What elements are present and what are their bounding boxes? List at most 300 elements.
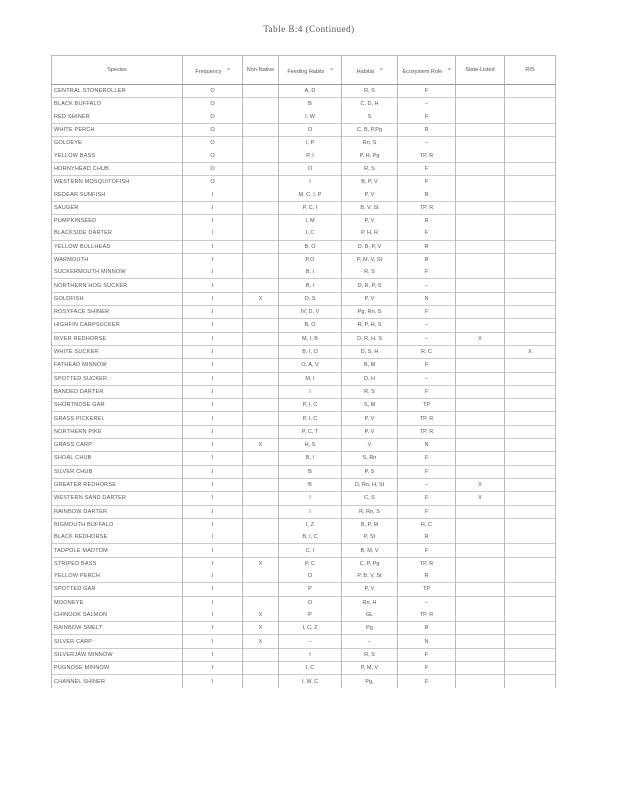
cell-habitat: Pg [342, 622, 398, 635]
cell-state-listed [456, 227, 505, 240]
cell-frequency: I [183, 385, 243, 398]
cell-ecosystem-role: F [398, 648, 456, 661]
cell-non-native [243, 214, 279, 227]
cell-ris [505, 266, 556, 279]
cell-state-listed [456, 583, 505, 596]
cell-ris [505, 292, 556, 305]
cell-habitat: D, Rn, H, St [342, 478, 398, 491]
cell-frequency: O [183, 123, 243, 136]
cell-species: YELLOW BASS [52, 149, 183, 162]
cell-ecosystem-role: N [398, 439, 456, 452]
cell-ris [505, 123, 556, 136]
cell-species: WESTERN MOSQUITOFISH [52, 176, 183, 189]
cell-feeding-habits: I, M [279, 214, 342, 227]
cell-species: YELLOW BULLHEAD [52, 240, 183, 253]
cell-species: SHORTNOSE GAR [52, 399, 183, 412]
cell-frequency: I [183, 439, 243, 452]
cell-state-listed [456, 214, 505, 227]
cell-species: NORTHERN PIKE [52, 425, 183, 438]
cell-habitat: V [342, 439, 398, 452]
cell-species: WHITE SUCKER [52, 345, 183, 358]
cell-ecosystem-role: TP, R [398, 201, 456, 214]
cell-ris [505, 98, 556, 111]
cell-frequency: I [183, 345, 243, 358]
cell-non-native [243, 583, 279, 596]
header-habitat: Habitat$^a$ [342, 56, 398, 85]
cell-species: BLACK REDHORSE [52, 531, 183, 544]
table-row [52, 648, 556, 661]
cell-ris [505, 85, 556, 98]
cell-frequency: I [183, 544, 243, 557]
cell-feeding-habits: – [279, 635, 342, 648]
cell-ris [505, 609, 556, 622]
cell-frequency: I [183, 452, 243, 465]
cell-state-listed [456, 662, 505, 675]
table-row [52, 635, 556, 648]
table-row [52, 123, 556, 136]
cell-non-native [243, 137, 279, 150]
cell-ris [505, 412, 556, 425]
cell-state-listed [456, 570, 505, 583]
cell-ris [505, 622, 556, 635]
cell-non-native [243, 505, 279, 518]
cell-non-native [243, 227, 279, 240]
cell-ecosystem-role: F [398, 227, 456, 240]
table-row [52, 478, 556, 491]
table-row [52, 137, 556, 150]
cell-ecosystem-role: F [398, 176, 456, 189]
cell-frequency: I [183, 518, 243, 531]
table-row [52, 425, 556, 438]
cell-non-native [243, 452, 279, 465]
cell-ecosystem-role: R [398, 253, 456, 266]
cell-habitat: Pg, Rn, S [342, 306, 398, 319]
cell-non-native [243, 359, 279, 372]
cell-habitat: R, Rn, S [342, 505, 398, 518]
cell-frequency: I [183, 425, 243, 438]
cell-habitat: P, M, V [342, 662, 398, 675]
cell-ecosystem-role: F [398, 385, 456, 398]
cell-feeding-habits: P [279, 583, 342, 596]
cell-species: GRASS PICKEREL [52, 412, 183, 425]
cell-species: GREATER REDHORSE [52, 478, 183, 491]
cell-frequency: I [183, 188, 243, 201]
cell-species: WESTERN SAND DARTER [52, 492, 183, 505]
cell-state-listed [456, 425, 505, 438]
cell-species: SILVER CARP [52, 635, 183, 648]
cell-species: BIGMOUTH BUFFALO [52, 518, 183, 531]
cell-non-native [243, 149, 279, 162]
cell-state-listed [456, 399, 505, 412]
cell-ecosystem-role: – [398, 372, 456, 385]
cell-feeding-habits: B, O [279, 319, 342, 332]
cell-species: GOLDEYE [52, 137, 183, 150]
cell-habitat: D, B, P, V [342, 240, 398, 253]
cell-ris [505, 188, 556, 201]
cell-species: SILVERJAW MINNOW [52, 648, 183, 661]
cell-frequency: I [183, 399, 243, 412]
cell-non-native [243, 478, 279, 491]
cell-frequency: I [183, 227, 243, 240]
cell-frequency: I [183, 478, 243, 491]
cell-state-listed [456, 85, 505, 98]
cell-species: HORNYHEAD CHUB [52, 162, 183, 175]
cell-non-native [243, 372, 279, 385]
cell-frequency: I [183, 622, 243, 635]
cell-ris [505, 478, 556, 491]
cell-habitat: P, H, Pg [342, 149, 398, 162]
table-row [52, 253, 556, 266]
table-row [52, 662, 556, 675]
table-row [52, 162, 556, 175]
cell-species: SPOTTED SUCKER [52, 372, 183, 385]
cell-state-listed [456, 439, 505, 452]
cell-feeding-habits: M, C, I, P [279, 188, 342, 201]
table-row [52, 306, 556, 319]
cell-non-native [243, 596, 279, 609]
cell-feeding-habits: B, I, O [279, 345, 342, 358]
table-row [52, 176, 556, 189]
cell-species: SHOAL CHUB [52, 452, 183, 465]
cell-ecosystem-role: F [398, 492, 456, 505]
cell-non-native [243, 98, 279, 111]
header-species: Species [52, 56, 183, 85]
cell-frequency: I [183, 332, 243, 345]
cell-species: BLACKSIDE DARTER [52, 227, 183, 240]
cell-species: RAINBOW DARTER [52, 505, 183, 518]
cell-frequency: I [183, 240, 243, 253]
cell-ris: X [505, 345, 556, 358]
cell-ecosystem-role: N [398, 292, 456, 305]
cell-feeding-habits: P, I, C [279, 412, 342, 425]
cell-ris [505, 279, 556, 292]
cell-ris [505, 359, 556, 372]
cell-habitat: C, D, H [342, 98, 398, 111]
table-row [52, 111, 556, 124]
cell-ecosystem-role: R [398, 214, 456, 227]
species-table [51, 55, 556, 688]
cell-feeding-habits: B, I [279, 266, 342, 279]
header-frequency: Frequency$^a$ [183, 56, 243, 85]
table-row [52, 439, 556, 452]
cell-species: WHITE PERCH [52, 123, 183, 136]
cell-habitat: P, V [342, 214, 398, 227]
cell-habitat: P, S [342, 465, 398, 478]
cell-species: RIVER REDHORSE [52, 332, 183, 345]
cell-state-listed [456, 201, 505, 214]
cell-species: REDEAR SUNFISH [52, 188, 183, 201]
cell-ecosystem-role: TP [398, 583, 456, 596]
cell-feeding-habits: I, W [279, 111, 342, 124]
cell-feeding-habits: P [279, 609, 342, 622]
cell-state-listed [456, 557, 505, 570]
cell-ris [505, 662, 556, 675]
cell-non-native [243, 662, 279, 675]
cell-species: RED SHINER [52, 111, 183, 124]
cell-non-native [243, 425, 279, 438]
cell-frequency: O [183, 85, 243, 98]
cell-ris [505, 137, 556, 150]
cell-ecosystem-role: – [398, 478, 456, 491]
cell-feeding-habits: P, C, T [279, 425, 342, 438]
cell-non-native [243, 465, 279, 478]
cell-non-native [243, 544, 279, 557]
table-row [52, 544, 556, 557]
cell-frequency: O [183, 137, 243, 150]
cell-ecosystem-role: – [398, 332, 456, 345]
cell-non-native [243, 253, 279, 266]
cell-habitat: P, B, V, St [342, 570, 398, 583]
cell-feeding-habits: H, S [279, 439, 342, 452]
cell-feeding-habits: B [279, 465, 342, 478]
cell-non-native [243, 266, 279, 279]
cell-state-listed [456, 137, 505, 150]
table-row [52, 319, 556, 332]
cell-frequency: I [183, 214, 243, 227]
table-row [52, 531, 556, 544]
cell-species: PUMPKINSEED [52, 214, 183, 227]
table-row [52, 372, 556, 385]
cell-frequency: I [183, 266, 243, 279]
cell-feeding-habits: P, C [279, 557, 342, 570]
cell-ecosystem-role: F [398, 452, 456, 465]
cell-feeding-habits: P, I, C [279, 399, 342, 412]
cell-non-native [243, 85, 279, 98]
cell-ris [505, 505, 556, 518]
cell-habitat: R, P, H, S [342, 319, 398, 332]
cell-state-listed [456, 253, 505, 266]
cell-habitat: C, S [342, 492, 398, 505]
cell-ris [505, 319, 556, 332]
cell-frequency: I [183, 372, 243, 385]
cell-state-listed [456, 279, 505, 292]
cell-species: SILVER CHUB [52, 465, 183, 478]
cell-state-listed: X [456, 332, 505, 345]
cell-habitat: P, St [342, 531, 398, 544]
cell-feeding-habits: O [279, 123, 342, 136]
cell-state-listed [456, 385, 505, 398]
cell-ris [505, 372, 556, 385]
cell-non-native [243, 399, 279, 412]
cell-habitat: D, R, P, S [342, 279, 398, 292]
cell-ecosystem-role: F [398, 306, 456, 319]
cell-state-listed [456, 622, 505, 635]
cell-feeding-habits: I [279, 176, 342, 189]
cell-frequency: O [183, 98, 243, 111]
table-row [52, 279, 556, 292]
cell-state-listed [456, 452, 505, 465]
cell-habitat: P, V [342, 583, 398, 596]
cell-feeding-habits: I [279, 505, 342, 518]
cell-frequency: O [183, 176, 243, 189]
cell-habitat: B, M, V [342, 544, 398, 557]
cell-frequency: I [183, 359, 243, 372]
cell-state-listed [456, 412, 505, 425]
cell-species: MOONEYE [52, 596, 183, 609]
cell-ecosystem-role: F [398, 162, 456, 175]
cell-feeding-habits: B, I, C [279, 531, 342, 544]
header-state-listed: State-Listed [456, 56, 505, 85]
cell-habitat: D, H [342, 372, 398, 385]
cell-non-native: X [243, 557, 279, 570]
cell-ecosystem-role: R [398, 240, 456, 253]
cell-ris [505, 111, 556, 124]
header-ecosystem-role: Ecosystem Role$^a$ [398, 56, 456, 85]
cell-state-listed [456, 176, 505, 189]
table-row [52, 345, 556, 358]
cell-ecosystem-role: TP [398, 399, 456, 412]
cell-ecosystem-role: F [398, 111, 456, 124]
cell-ecosystem-role: N [398, 635, 456, 648]
cell-state-listed [456, 609, 505, 622]
table-row [52, 596, 556, 609]
cell-frequency: I [183, 583, 243, 596]
cell-feeding-habits: C, I [279, 544, 342, 557]
cell-habitat: S, M [342, 399, 398, 412]
cell-habitat: S [342, 111, 398, 124]
cell-species: SUCKERMOUTH MINNOW [52, 266, 183, 279]
cell-non-native [243, 240, 279, 253]
cell-state-listed [456, 98, 505, 111]
cell-non-native [243, 162, 279, 175]
cell-ris [505, 583, 556, 596]
cell-species: PUGNOSE MINNOW [52, 662, 183, 675]
table-row [52, 85, 556, 98]
cell-ris [505, 635, 556, 648]
cell-ris [505, 176, 556, 189]
cell-state-listed [456, 292, 505, 305]
cell-feeding-habits: I [279, 648, 342, 661]
cell-non-native [243, 201, 279, 214]
cell-state-listed [456, 162, 505, 175]
cell-habitat: P, H, R [342, 227, 398, 240]
cell-species: RAINBOW SMELT [52, 622, 183, 635]
cell-ecosystem-role: TP, R [398, 149, 456, 162]
cell-non-native: X [243, 622, 279, 635]
cell-frequency: I [183, 201, 243, 214]
cell-non-native: X [243, 635, 279, 648]
cell-state-listed [456, 635, 505, 648]
cell-habitat: Rn, H [342, 596, 398, 609]
cell-frequency: I [183, 557, 243, 570]
cell-state-listed [456, 306, 505, 319]
cell-habitat: R, S [342, 648, 398, 661]
cell-ecosystem-role: TP, R [398, 557, 456, 570]
table-row [52, 214, 556, 227]
cell-ris [505, 439, 556, 452]
cell-non-native [243, 306, 279, 319]
cell-species: SAUGER [52, 201, 183, 214]
cell-species: BANDED DARTER [52, 385, 183, 398]
cell-state-listed [456, 266, 505, 279]
cell-ris [505, 570, 556, 583]
cell-ris [505, 492, 556, 505]
cell-feeding-habits: IV, D, V [279, 306, 342, 319]
cell-ecosystem-role: R [398, 622, 456, 635]
cell-ecosystem-role: – [398, 319, 456, 332]
cell-non-native [243, 492, 279, 505]
cell-species: BLACK BUFFALO [52, 98, 183, 111]
cell-ris [505, 518, 556, 531]
cell-frequency: I [183, 662, 243, 675]
cell-non-native [243, 332, 279, 345]
table-row [52, 452, 556, 465]
cell-non-native: X [243, 439, 279, 452]
cell-frequency: I [183, 635, 243, 648]
cell-feeding-habits: M, I [279, 372, 342, 385]
cell-ecosystem-role: F [398, 544, 456, 557]
cell-ecosystem-role: TP, R [398, 412, 456, 425]
cell-ecosystem-role: F [398, 85, 456, 98]
table-row [52, 570, 556, 583]
cell-non-native [243, 111, 279, 124]
cell-ecosystem-role: R, C [398, 345, 456, 358]
cell-ecosystem-role: R, C [398, 518, 456, 531]
cell-ris [505, 385, 556, 398]
cell-frequency: I [183, 292, 243, 305]
cell-ris [505, 214, 556, 227]
cell-ecosystem-role: F [398, 266, 456, 279]
cell-state-listed: X [456, 478, 505, 491]
cell-species: CENTRAL STONEROLLER [52, 85, 183, 98]
cell-ris [505, 149, 556, 162]
cell-habitat: C, P, Pg [342, 557, 398, 570]
cell-state-listed [456, 465, 505, 478]
table-row [52, 609, 556, 622]
cell-habitat: P, V [342, 292, 398, 305]
cell-feeding-habits: B, I [279, 279, 342, 292]
table-row [52, 332, 556, 345]
cell-frequency: O [183, 162, 243, 175]
cell-species: STRIPED BASS [52, 557, 183, 570]
cell-ecosystem-role: – [398, 279, 456, 292]
cell-ris [505, 253, 556, 266]
table-row [52, 583, 556, 596]
cell-ecosystem-role: F [398, 505, 456, 518]
cell-habitat: B, P, M [342, 518, 398, 531]
cell-non-native [243, 675, 279, 688]
cell-non-native [243, 412, 279, 425]
cell-frequency: I [183, 570, 243, 583]
table-row [52, 292, 556, 305]
table-row [52, 359, 556, 372]
cell-feeding-habits: O, A, V [279, 359, 342, 372]
cell-feeding-habits: O, S [279, 292, 342, 305]
cell-species: WARMOUTH [52, 253, 183, 266]
cell-species: NORTHERN HOG SUCKER [52, 279, 183, 292]
cell-frequency: I [183, 319, 243, 332]
table-row [52, 385, 556, 398]
cell-feeding-habits: M, I, B [279, 332, 342, 345]
cell-species: YELLOW PERCH [52, 570, 183, 583]
cell-feeding-habits: I [279, 385, 342, 398]
cell-ecosystem-role: R [398, 188, 456, 201]
cell-non-native [243, 319, 279, 332]
cell-state-listed [456, 149, 505, 162]
cell-non-native [243, 531, 279, 544]
cell-feeding-habits: I, Z [279, 518, 342, 531]
cell-habitat: R, S [342, 85, 398, 98]
cell-habitat: D, R, H, S [342, 332, 398, 345]
cell-habitat: D, S, H [342, 345, 398, 358]
table-row [52, 98, 556, 111]
cell-ecosystem-role: – [398, 596, 456, 609]
cell-habitat: C, B, P,Pg [342, 123, 398, 136]
cell-species: ROSYFACE SHINER [52, 306, 183, 319]
cell-state-listed [456, 505, 505, 518]
cell-feeding-habits: I, C [279, 662, 342, 675]
cell-feeding-habits: P, I [279, 149, 342, 162]
